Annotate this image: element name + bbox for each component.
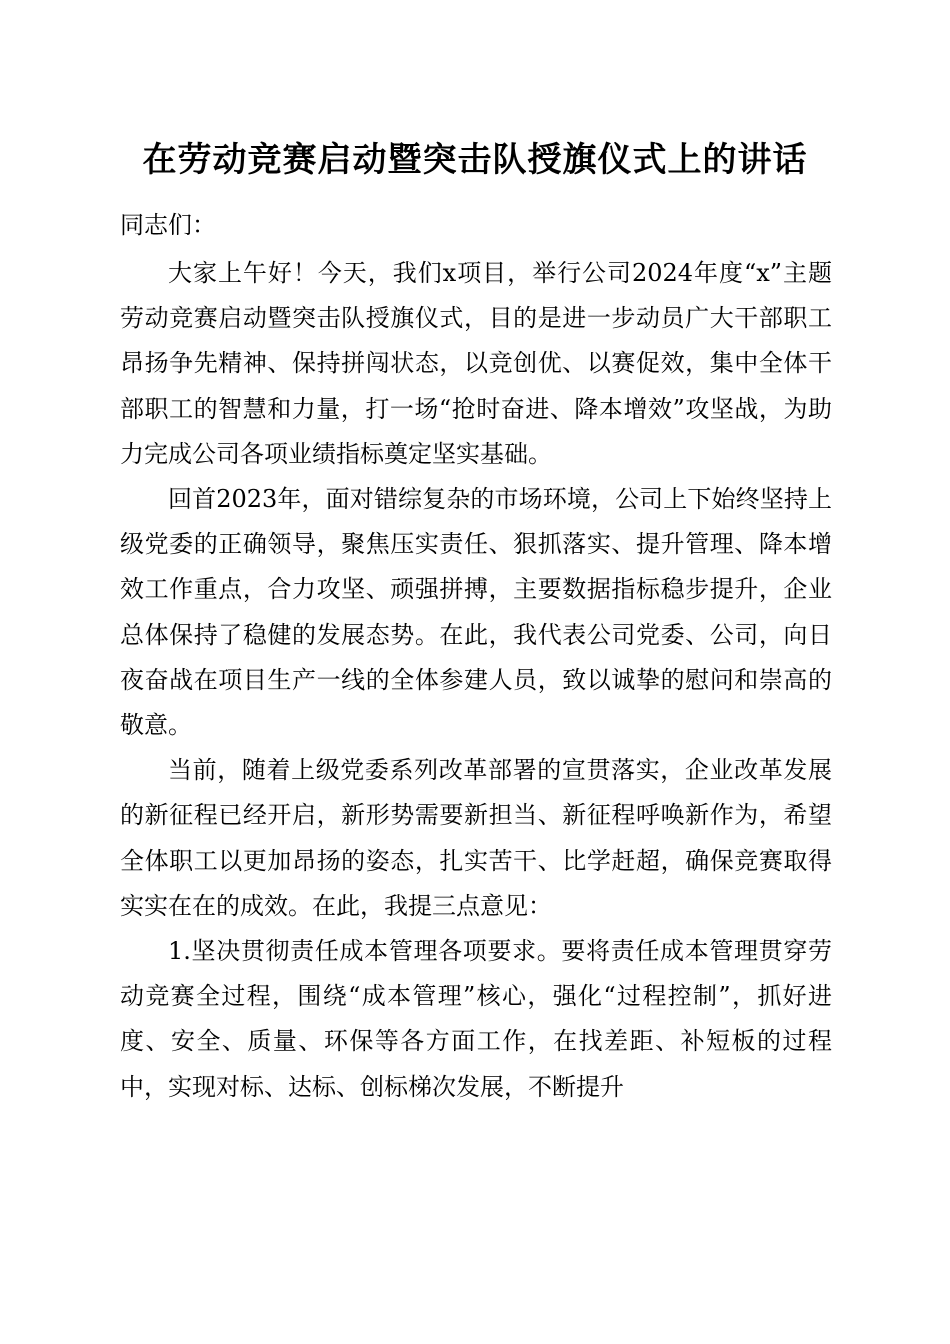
paragraph-point-1: 1.坚决贯彻责任成本管理各项要求。要将责任成本管理贯穿劳动竞赛全过程，围绕“成本管理”核心，强化“过程控制”，抓好进度、安全、质量、环保等各方面工作，在找差距、补短板的过程中，实现对标、达标、创标梯次发展，不断提升 [120, 937, 832, 1101]
document-title: 在劳动竞赛启动暨突击队授旗仪式上的讲话 [142, 140, 808, 180]
paragraph-current-situation: 当前，随着上级党委系列改革部署的宣贯落实，企业改革发展的新征程已经开启，新形势需要新担当、新征程呼唤新作为，希望全体职工以更加昂扬的姿态，扎实苦干、比学赶超，确保竞赛取得实实在在的成效。在此，我提三点意见： [120, 756, 832, 920]
salutation: 同志们： [120, 211, 216, 239]
paragraph-opening: 大家上午好！今天，我们x项目，举行公司2024年度“x”主题劳动竞赛启动暨突击队授旗仪式，目的是进一步动员广大干部职工昂扬争先精神、保持拼闯状态，以竞创优、以赛促效，集中全体干部职工的智慧和力量，打一场“抢时奋进、降本增效”攻坚战，为助力完成公司各项业绩指标奠定坚实基础。 [120, 259, 832, 468]
paragraph-review-2023: 回首2023年，面对错综复杂的市场环境，公司上下始终坚持上级党委的正确领导，聚焦压实责任、狠抓落实、提升管理、降本增效工作重点，合力攻坚、顽强拼搏，主要数据指标稳步提升，企业总体保持了稳健的发展态势。在此，我代表公司党委、公司，向日夜奋战在项目生产一线的全体参建人员，致以诚挚的慰问和崇高的敬意。 [120, 485, 832, 740]
document-body [120, 206, 832, 1110]
